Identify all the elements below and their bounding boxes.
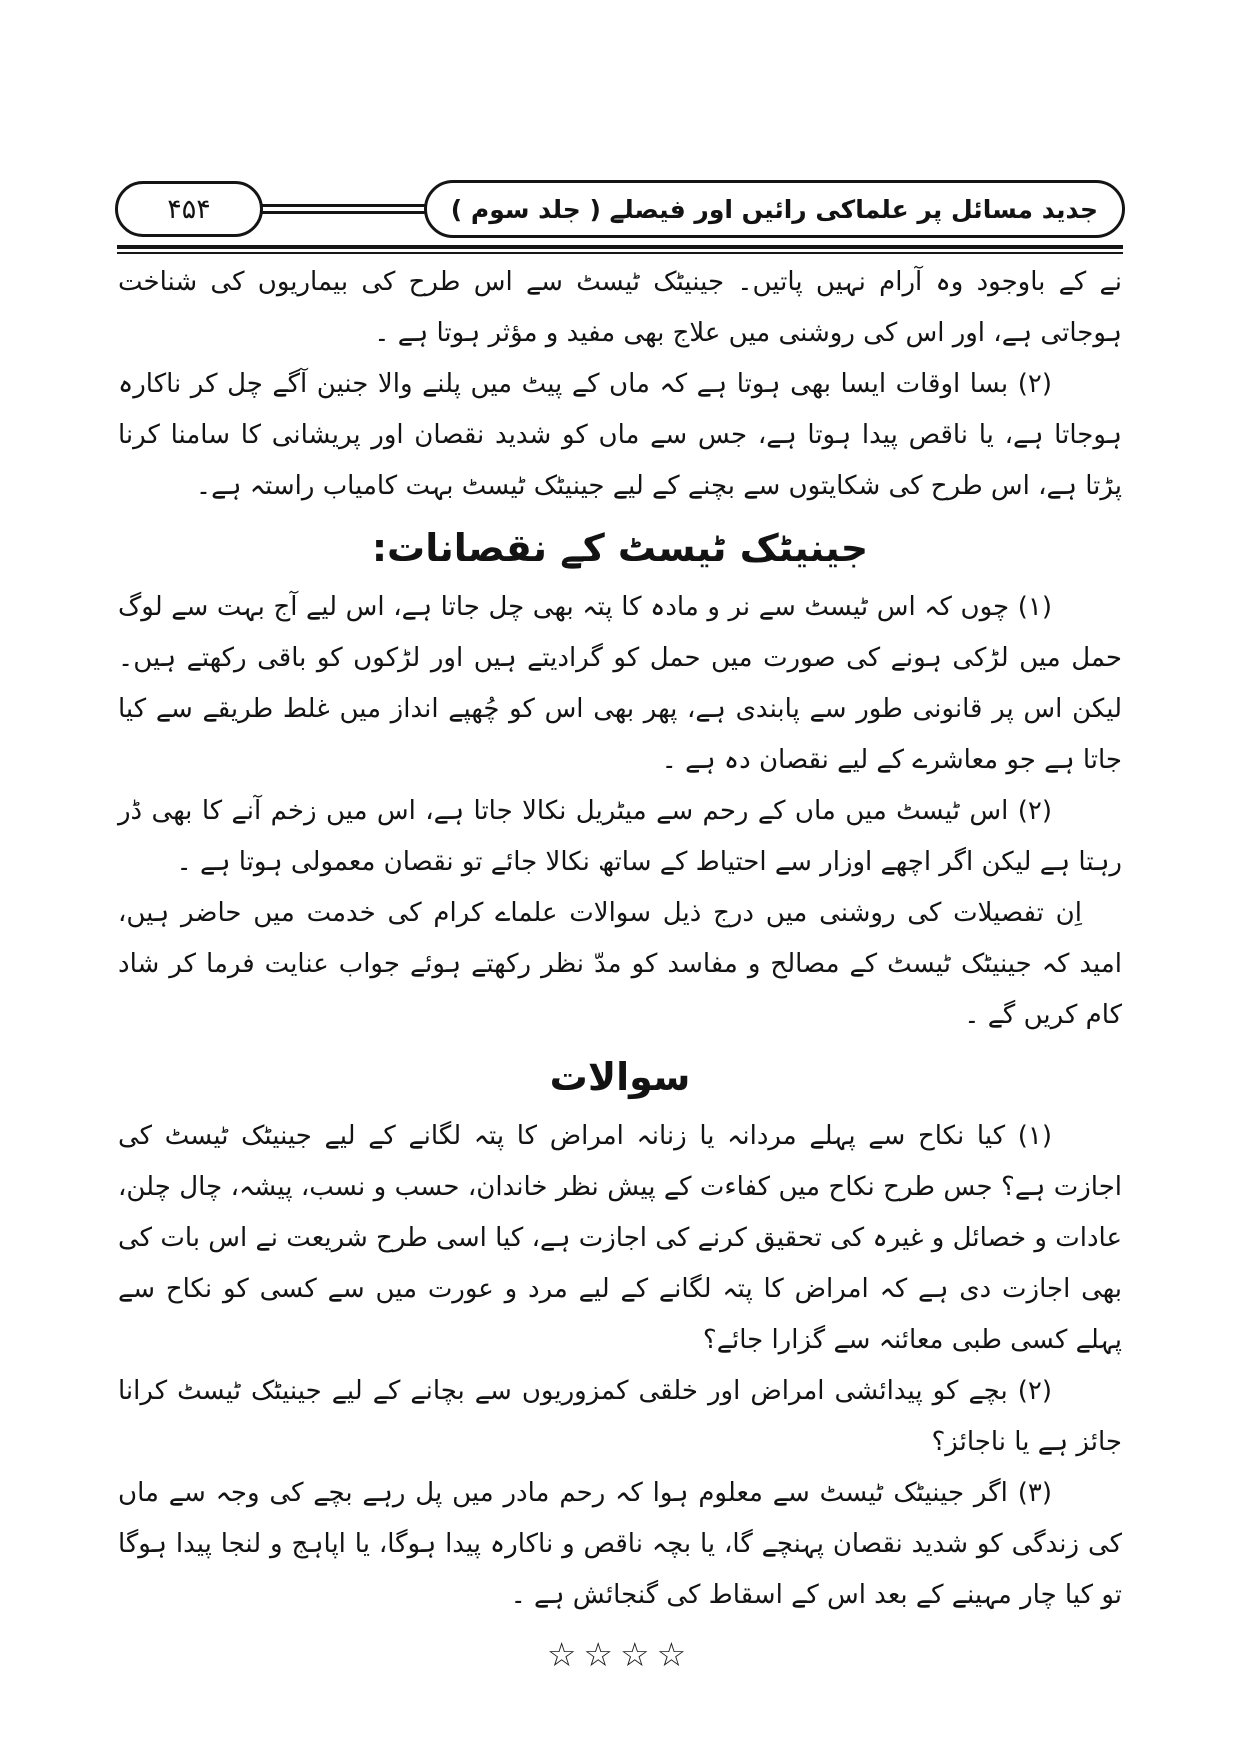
section-heading-questions: سوالات [549, 1055, 691, 1099]
paragraph-point-2: (۲) بسا اوقات ایسا بھی ہوتا ہے کہ ماں کے پیٹ میں پلنے والا جنین آگے چل کر ناکارہ ہوجاتا ہے، یا ناقص پیدا ہوتا ہے، جس سے ماں کو شدید نقصان اور پریشانی کا سامنا کرنا پڑتا ہے، اس طرح کی شکایتوں سے بچنے کے لیے جینیٹک ٹیسٹ بہت کامیاب راستہ ہے۔ [118, 369, 1122, 501]
book-title-badge [424, 180, 1125, 238]
paragraph-intro-continuation: نے کے باوجود وہ آرام نہیں پاتیں۔ جینیٹک ٹیسٹ سے اس طرح کی بیماریوں کی شناخت ہوجاتی ہے، اور اس کی روشنی میں علاج بھی مفید و مؤثر ہوتا ہے ۔ [118, 267, 1122, 348]
paragraph-question-3: (۳) اگر جینیٹک ٹیسٹ سے معلوم ہوا کہ رحم مادر میں پل رہے بچے کی وجہ سے ماں کی زندگی کو شدید نقصان پہنچے گا، یا بچہ ناقص و ناکارہ پیدا ہوگا، یا اپاہج و لنجا پیدا ہوگا تو کیا چار مہینے کے بعد اس کے اسقاط کی گنجائش ہے ۔ [118, 1478, 1122, 1610]
book-title: جدید مسائل پر علماکی رائیں اور فیصلے ( جلد سوم ) [450, 194, 1098, 224]
paragraph-harm-2: (۲) اس ٹیسٹ میں ماں کے رحم سے میٹریل نکالا جاتا ہے، اس میں زخم آنے کا بھی ڈر رہتا ہے لیکن اگر اچھے اوزار سے احتیاط کے ساتھ نکالا جائے تو نقصان معمولی ہوتا ہے ۔ [118, 796, 1122, 877]
header-connector-line [255, 204, 432, 214]
paragraph-request-to-scholars: اِن تفصیلات کی روشنی میں درج ذیل سوالات علماے کرام کی خدمت میں حاضر ہیں، امید کہ جینیٹک ٹیسٹ کے مصالح و مفاسد کو مدّ نظر رکھتے ہوئے جواب عنایت فرما کر شاد کام کریں گے ۔ [118, 898, 1122, 1030]
header-double-rule [117, 245, 1123, 254]
section-heading-harms: جینیٹک ٹیسٹ کے نقصانات: [371, 526, 869, 570]
paragraph-harm-1: (۱) چوں کہ اس ٹیسٹ سے نر و مادہ کا پتہ بھی چل جاتا ہے، اس لیے آج بہت سے لوگ حمل میں لڑکی ہونے کی صورت میں حمل کو گرادیتے ہیں اور لڑکوں کو باقی رکھتے ہیں۔ لیکن اس پر قانونی طور سے پابندی ہے، پھر بھی اس کو چُھپے انداز میں غلط طریقے سے کیا جاتا ہے جو معاشرے کے لیے نقصان دہ ہے ۔ [118, 592, 1122, 775]
page-number: ۴۵۴ [167, 193, 211, 225]
paragraph-question-2: (۲) بچے کو پیدائشی امراض اور خلقی کمزوریوں سے بچانے کے لیے جینیٹک ٹیسٹ کرانا جائز ہے یا ناجائز؟ [118, 1376, 1122, 1457]
page-number-badge [115, 181, 263, 237]
section-end-stars: ☆☆☆☆ [546, 1635, 694, 1674]
page-content [118, 257, 1122, 1680]
page-header [0, 0, 1240, 238]
paragraph-question-1: (۱) کیا نکاح سے پہلے مردانہ یا زنانہ امراض کا پتہ لگانے کے لیے جینیٹک ٹیسٹ کی اجازت ہے؟ جس طرح نکاح میں کفاءت کے پیش نظر خاندان، حسب و نسب، پیشہ، چال چلن، عادات و خصائل و غیرہ کی تحقیق کرنے کی اجازت ہے، کیا اسی طرح شریعت نے اس بات کی بھی اجازت دی ہے کہ امراض کا پتہ لگانے کے لیے مرد و عورت میں سے کسی کو نکاح سے پہلے کسی طبی معائنہ سے گزارا جائے؟ [118, 1121, 1122, 1355]
